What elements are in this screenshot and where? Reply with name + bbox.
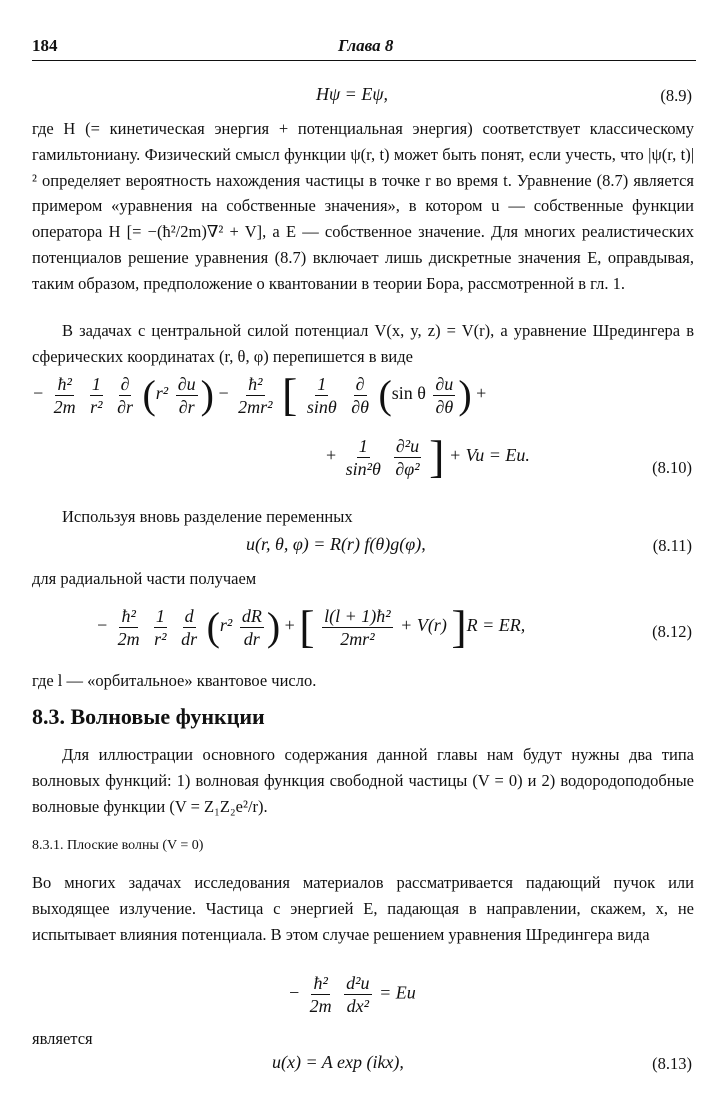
section-heading: 8.3. Волновые функции — [32, 704, 265, 729]
page-number: 184 — [32, 36, 58, 55]
equation-number-8-9: (8.9) — [660, 86, 692, 105]
equation-8-10-line1: − $\frac{\text{ħ²}}{2m}$ $\frac{1}{\text{r²}}$ $\frac{\partial}{\partial r}$ (r² $\frac{\partial u}{\partial r}$ ) − $\frac{\text{ħ²}}{\text{2mr²}}$ [ $\frac{1}{\sin\theta}$ $\frac{\partial}{\partial\theta}$ (sin θ $\frac{\partial u}{\partial\theta}$ ) + — [32, 369, 487, 420]
equation-8-9: Hψ = Eψ, — [316, 84, 388, 104]
equation-8-10-line2: + $\frac{1}{\text{sin²θ}}$ $\frac{\text{∂²u}}{\text{∂φ²}}$ ] + Vu = Eu. — [326, 431, 530, 482]
paragraph-plane-waves: Во многих задачах исследования материалов рассматривается падающий пучок или выходящее излучение. Частица с энергией E, падающая в направлении, скажем, x, не испытывает влияния потенциала. В этом случае решением уравнения Шредингера вида — [32, 873, 694, 944]
subsection-heading: 8.3.1. Плоские волны (V = 0) — [32, 838, 204, 853]
paragraph-hamiltonian: где H (= кинетическая энергия + потенциальная энергия) соответствует классическому гамильтониану. Физический смысл функции ψ(r, t) может быть понят, если учесть, что |ψ(r, t)|² определяет вероятность нахождения частицы в точке r во время t. Уравнение (8.7) является примером «уравнения на собственные значения», в котором u — собственные функции оператора H [= −(ħ²/2m)∇² + V], а E — собственное значение. Для многих реалистических потенциалов решение уравнения (8.7) включает лишь дискретные значения E, оправдывая, таким образом, предположение о квантовании в теории Бора, рассмотренной в гл. 1. — [32, 119, 694, 293]
paragraph-is: является — [32, 1029, 93, 1048]
paragraph-radial: для радиальной части получаем — [32, 569, 257, 588]
header-rule — [32, 60, 696, 61]
equation-number-8-11: (8.11) — [652, 536, 692, 555]
equation-number-8-10: (8.10) — [652, 458, 692, 477]
paragraph-wavefunctions: Для иллюстрации основного содержания данной главы нам будут нужны два типа волновых функций: 1) волновая функция свободной частицы (V = 0) и 2) водородоподобные волновые функции (V = Z₁Z₂e²/r). — [32, 745, 694, 816]
equation-schrodinger-1d: − $\frac{\text{ħ²}}{2m}$ $\frac{\text{d²u}}{\text{dx²}}$ = Eu — [288, 973, 416, 1016]
equation-8-12: − $\frac{\text{ħ²}}{2m}$ $\frac{1}{\text{r²}}$ $\frac{d}{dr}$ (r² $\frac{dR}{dr}$ ) + [ $\frac{\text{l(l + 1)ħ²}}{\text{2mr²}}$ + V(r) ]R = ER, — [96, 601, 526, 652]
equation-number-8-13: (8.13) — [652, 1054, 692, 1073]
running-head: Глава 8 — [338, 36, 394, 55]
paragraph-orbital: где l — «орбитальное» квантовое число. — [32, 671, 317, 690]
equation-8-13: u(x) = A exp (ikx), — [272, 1052, 404, 1072]
paragraph-central-force: В задачах с центральной силой потенциал V(x, y, z) = V(r), а уравнение Шредингера в сферических координатах (r, θ, φ) перепишется в виде — [32, 321, 694, 366]
equation-number-8-12: (8.12) — [652, 622, 692, 641]
equation-8-11: u(r, θ, φ) = R(r) f(θ)g(φ), — [246, 534, 426, 554]
paragraph-separation: Используя вновь разделение переменных — [62, 507, 353, 526]
